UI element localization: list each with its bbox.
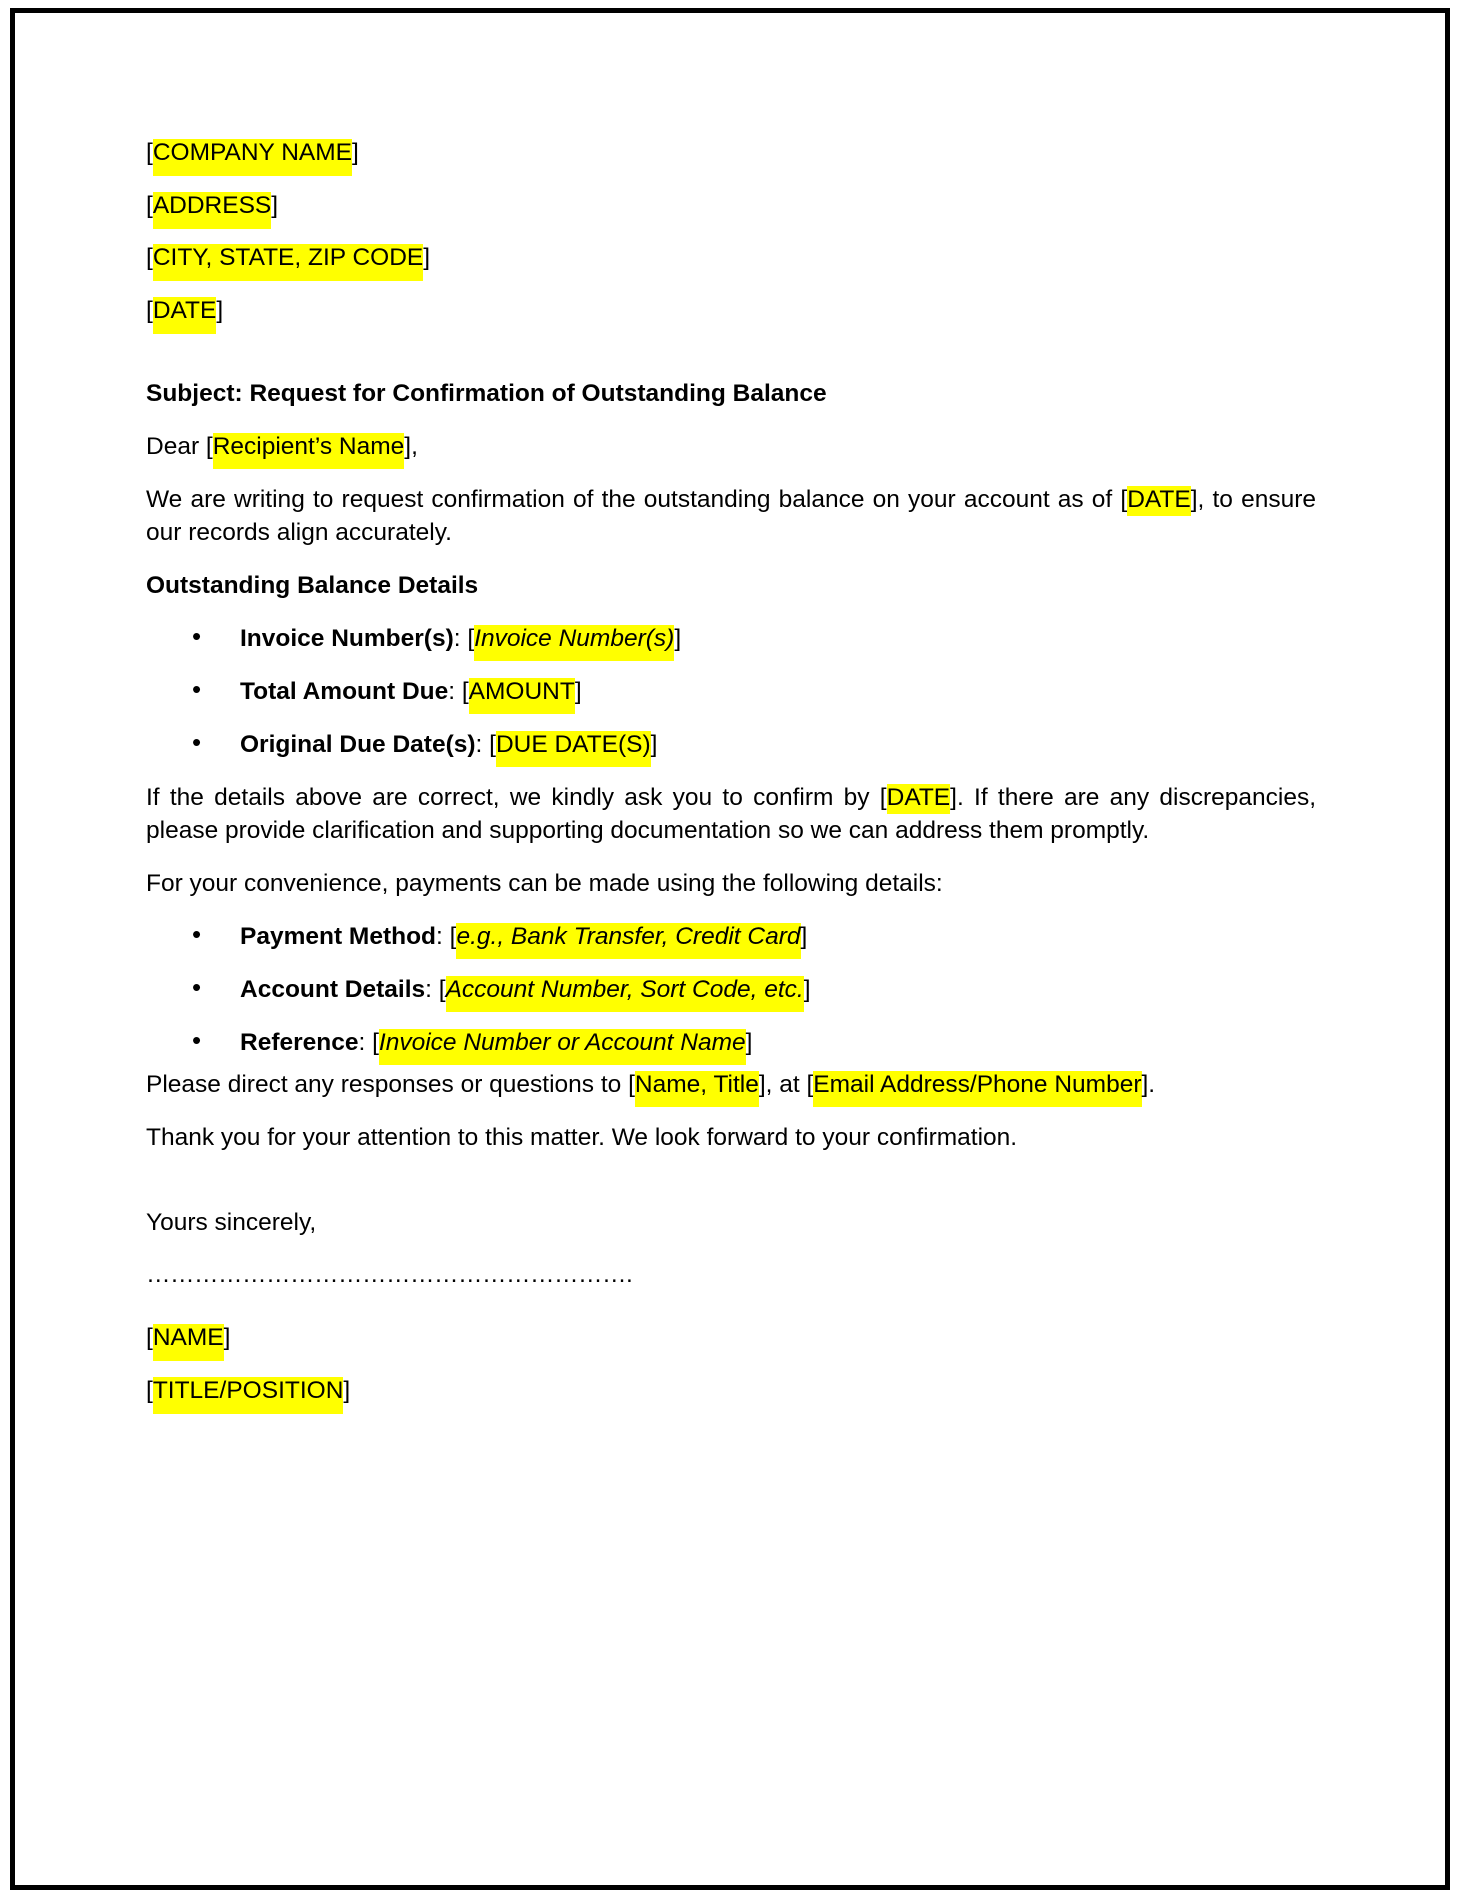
intro-date-placeholder: DATE xyxy=(1127,486,1191,516)
bullet-icon: • xyxy=(192,971,202,1002)
signature-line: ……………………………………………………. xyxy=(146,1260,633,1288)
email-phone-placeholder: Email Address/Phone Number xyxy=(813,1071,1141,1107)
subject-line: Subject: Request for Confirmation of Outstanding Balance xyxy=(146,379,827,407)
account-details-label: Account Details xyxy=(240,975,426,1003)
salutation-suffix: ], xyxy=(404,432,418,460)
thanks-paragraph: Thank you for your attention to this matter. We look forward to your confirmation. xyxy=(146,1123,1018,1151)
contact-text-before: Please direct any responses or questions to [ xyxy=(146,1070,635,1098)
name-title-placeholder: Name, Title xyxy=(635,1071,759,1107)
header-date-placeholder: DATE xyxy=(153,297,217,334)
payment-intro: For your convenience, payments can be made using the following details: xyxy=(146,869,943,897)
signature-title-line: [TITLE/POSITION] xyxy=(146,1374,1316,1407)
signature-title-placeholder: TITLE/POSITION xyxy=(153,1377,344,1414)
reference-label: Reference xyxy=(240,1028,359,1056)
intro-text-before: We are writing to request confirmation of the outstanding balance on your account as of [ xyxy=(146,485,1128,513)
bullet-icon: • xyxy=(192,1024,202,1055)
balance-details-heading: Outstanding Balance Details xyxy=(146,571,479,599)
confirm-text-after: ]. If there are any discrepancies, please provide clarification and supporting documentation so we can address them promptly. xyxy=(146,783,1316,844)
signature-name-line: [NAME] xyxy=(146,1321,1316,1354)
salutation xyxy=(146,430,1316,463)
list-item: • Account Details: [Account Number, Sort Code, etc.] xyxy=(146,973,1316,1006)
contact-text-middle: ], at [ xyxy=(758,1070,814,1098)
list-item: • Total Amount Due: [AMOUNT] xyxy=(146,675,1316,708)
total-amount-label: Total Amount Due xyxy=(240,677,449,705)
confirm-text-before: If the details above are correct, we kindly ask you to confirm by [ xyxy=(146,783,887,811)
amount-placeholder: AMOUNT xyxy=(469,678,575,714)
list-item: • Invoice Number(s): [Invoice Number(s)] xyxy=(146,622,1316,655)
intro-text-after: ], to ensure our records align accurately. xyxy=(146,485,1316,546)
bullet-icon: • xyxy=(192,673,202,704)
header-date-line: [DATE] xyxy=(146,294,1316,327)
balance-details-list xyxy=(146,622,1316,761)
list-item: • Reference: [Invoice Number or Account Name] xyxy=(146,1026,1316,1059)
address-line: [ADDRESS] xyxy=(146,189,1316,222)
bullet-icon: • xyxy=(192,918,202,949)
reference-placeholder: Invoice Number or Account Name xyxy=(379,1029,746,1065)
due-date-label: Original Due Date(s) xyxy=(240,730,476,758)
bullet-icon: • xyxy=(192,726,202,757)
intro-paragraph xyxy=(146,483,1316,549)
letter-body xyxy=(146,136,1316,1407)
city-state-zip-placeholder: CITY, STATE, ZIP CODE xyxy=(153,244,423,281)
confirm-date-placeholder: DATE xyxy=(887,784,951,814)
city-state-zip-line: [CITY, STATE, ZIP CODE] xyxy=(146,241,1316,274)
company-name-line: [COMPANY NAME] xyxy=(146,136,1316,169)
due-date-placeholder: DUE DATE(S) xyxy=(496,731,651,767)
contact-paragraph xyxy=(146,1068,1316,1101)
account-details-placeholder: Account Number, Sort Code, etc. xyxy=(446,976,804,1012)
company-name-placeholder: COMPANY NAME xyxy=(153,139,352,176)
payment-details-list xyxy=(146,920,1316,1059)
list-item: • Original Due Date(s): [DUE DATE(S)] xyxy=(146,728,1316,761)
contact-text-after: ]. xyxy=(1141,1070,1156,1098)
closing: Yours sincerely, xyxy=(146,1208,317,1236)
signature-name-placeholder: NAME xyxy=(153,1324,224,1361)
bullet-icon: • xyxy=(192,620,202,651)
list-item: • Payment Method: [e.g., Bank Transfer, Credit Card] xyxy=(146,920,1316,953)
salutation-prefix: Dear [ xyxy=(146,432,213,460)
invoice-number-label: Invoice Number(s) xyxy=(240,624,454,652)
confirm-paragraph xyxy=(146,781,1316,847)
recipient-name-placeholder: Recipient’s Name xyxy=(213,433,405,469)
address-placeholder: ADDRESS xyxy=(153,192,271,229)
payment-method-label: Payment Method xyxy=(240,922,437,950)
invoice-number-placeholder: Invoice Number(s) xyxy=(474,625,674,661)
payment-method-placeholder: e.g., Bank Transfer, Credit Card xyxy=(456,923,800,959)
